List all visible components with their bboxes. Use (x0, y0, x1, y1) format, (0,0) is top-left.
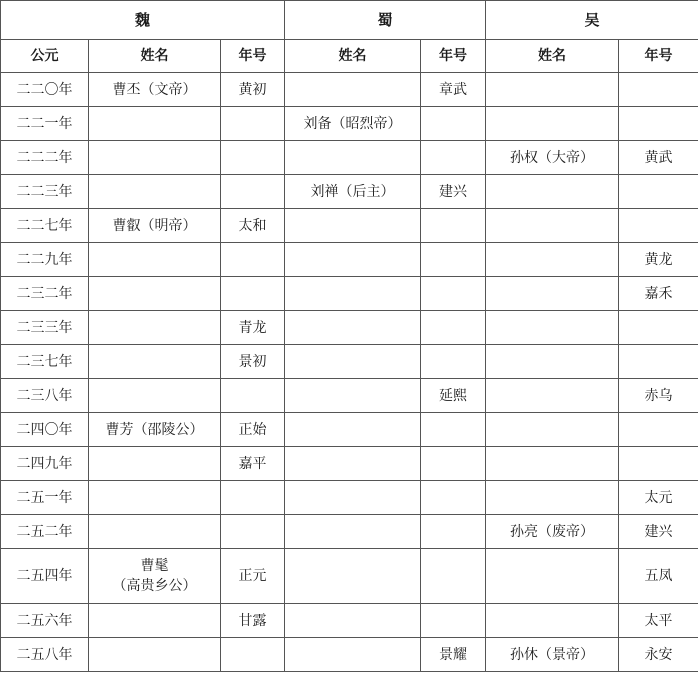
column-header-row (1, 40, 698, 73)
table-row (1, 515, 698, 549)
table-row (1, 413, 698, 447)
wu-name-cell: 孙休（景帝） (486, 638, 619, 672)
shu-name-cell (285, 515, 421, 549)
wu-era-cell (619, 175, 698, 209)
table-row (1, 549, 698, 604)
wei-era-cell (221, 379, 285, 413)
shu-era-cell (421, 141, 486, 175)
wu-era-cell (619, 107, 698, 141)
shu-era-cell (421, 604, 486, 638)
year-cell: 二二七年 (1, 209, 89, 243)
wu-era-cell (619, 311, 698, 345)
wu-era-cell: 建兴 (619, 515, 698, 549)
wei-era-cell: 黄初 (221, 73, 285, 107)
year-cell: 二三三年 (1, 311, 89, 345)
wu-name-cell (486, 481, 619, 515)
table-row (1, 311, 698, 345)
wu-era-cell (619, 209, 698, 243)
wei-name-cell (89, 141, 221, 175)
table-row (1, 107, 698, 141)
wei-name-cell (89, 243, 221, 277)
shu-era-cell (421, 481, 486, 515)
kingdom-header-row (1, 1, 698, 40)
wei-era-cell: 嘉平 (221, 447, 285, 481)
wei-name-line1: 曹髦 (140, 558, 169, 574)
wei-era-cell (221, 481, 285, 515)
table-row (1, 638, 698, 672)
wei-era-cell: 太和 (221, 209, 285, 243)
wei-era-cell: 正始 (221, 413, 285, 447)
table-row (1, 277, 698, 311)
shu-era-cell (421, 243, 486, 277)
wu-name-cell (486, 175, 619, 209)
wu-era-cell (619, 413, 698, 447)
wu-era-cell: 黄龙 (619, 243, 698, 277)
wu-name-cell (486, 447, 619, 481)
table-row (1, 175, 698, 209)
shu-era-column-header: 年号 (421, 40, 486, 73)
wei-name-cell (89, 345, 221, 379)
shu-era-cell (421, 311, 486, 345)
shu-name-cell (285, 311, 421, 345)
year-cell: 二五八年 (1, 638, 89, 672)
wei-era-cell (221, 107, 285, 141)
wei-era-cell (221, 277, 285, 311)
wei-name-cell (89, 549, 221, 604)
shu-name-cell (285, 379, 421, 413)
year-cell: 二四〇年 (1, 413, 89, 447)
shu-name-cell (285, 73, 421, 107)
wei-era-cell: 正元 (221, 549, 285, 604)
wu-name-cell (486, 277, 619, 311)
kingdom-wei-header: 魏 (1, 1, 285, 40)
table-row (1, 141, 698, 175)
shu-era-cell (421, 413, 486, 447)
wei-era-cell: 景初 (221, 345, 285, 379)
year-cell: 二二〇年 (1, 73, 89, 107)
shu-name-cell: 刘禅（后主） (285, 175, 421, 209)
wu-name-cell (486, 549, 619, 604)
year-cell: 二二九年 (1, 243, 89, 277)
wei-name-cell (89, 447, 221, 481)
wu-name-cell (486, 209, 619, 243)
shu-name-column-header: 姓名 (285, 40, 421, 73)
wu-era-cell: 太元 (619, 481, 698, 515)
kingdom-wu-header: 吴 (486, 1, 698, 40)
table-row (1, 481, 698, 515)
shu-era-cell (421, 209, 486, 243)
wei-name-cell: 曹叡（明帝） (89, 209, 221, 243)
wu-name-cell (486, 379, 619, 413)
wu-era-cell: 嘉禾 (619, 277, 698, 311)
year-cell: 二五二年 (1, 515, 89, 549)
table-row (1, 73, 698, 107)
table-row (1, 447, 698, 481)
shu-name-cell (285, 481, 421, 515)
shu-name-cell (285, 549, 421, 604)
shu-name-cell (285, 345, 421, 379)
shu-era-cell: 延熙 (421, 379, 486, 413)
wu-name-cell (486, 73, 619, 107)
year-cell: 二五一年 (1, 481, 89, 515)
wu-name-cell (486, 107, 619, 141)
shu-era-cell (421, 345, 486, 379)
wu-era-cell: 五凤 (619, 549, 698, 604)
wu-era-column-header: 年号 (619, 40, 698, 73)
shu-era-cell (421, 549, 486, 604)
wu-name-cell (486, 311, 619, 345)
wu-name-cell: 孙亮（废帝） (486, 515, 619, 549)
shu-name-cell (285, 638, 421, 672)
wu-name-column-header: 姓名 (486, 40, 619, 73)
shu-era-cell (421, 515, 486, 549)
shu-name-cell (285, 413, 421, 447)
wei-name-cell: 曹芳（邵陵公） (89, 413, 221, 447)
shu-era-cell: 建兴 (421, 175, 486, 209)
wei-name-cell (89, 515, 221, 549)
shu-name-cell (285, 209, 421, 243)
year-cell: 二五六年 (1, 604, 89, 638)
wu-name-cell: 孙权（大帝） (486, 141, 619, 175)
year-cell: 二二二年 (1, 141, 89, 175)
shu-era-cell (421, 277, 486, 311)
shu-era-cell (421, 107, 486, 141)
year-cell: 二五四年 (1, 549, 89, 604)
wei-name-cell (89, 481, 221, 515)
table-row (1, 379, 698, 413)
year-cell: 二二一年 (1, 107, 89, 141)
table-row (1, 209, 698, 243)
wei-name-cell (89, 379, 221, 413)
year-cell: 二三二年 (1, 277, 89, 311)
wei-era-cell (221, 141, 285, 175)
shu-name-cell (285, 604, 421, 638)
wei-era-cell (221, 515, 285, 549)
shu-name-cell (285, 277, 421, 311)
shu-name-cell: 刘备（昭烈帝） (285, 107, 421, 141)
shu-name-cell (285, 447, 421, 481)
table-row (1, 345, 698, 379)
wei-name-cell (89, 107, 221, 141)
year-column-header: 公元 (1, 40, 89, 73)
wei-name-cell: 曹丕（文帝） (89, 73, 221, 107)
wei-era-cell: 青龙 (221, 311, 285, 345)
wu-era-cell (619, 447, 698, 481)
wei-era-cell (221, 243, 285, 277)
wu-era-cell (619, 345, 698, 379)
year-cell: 二三八年 (1, 379, 89, 413)
wei-name-cell (89, 277, 221, 311)
wei-name-line2: （高贵乡公） (112, 578, 197, 594)
table-row (1, 604, 698, 638)
wu-era-cell: 赤乌 (619, 379, 698, 413)
wei-era-cell (221, 638, 285, 672)
year-cell: 二二三年 (1, 175, 89, 209)
wei-name-cell (89, 638, 221, 672)
wu-era-cell: 太平 (619, 604, 698, 638)
shu-era-cell: 景耀 (421, 638, 486, 672)
kingdom-shu-header: 蜀 (285, 1, 486, 40)
wu-name-cell (486, 345, 619, 379)
shu-name-cell (285, 243, 421, 277)
wu-name-cell (486, 243, 619, 277)
wei-era-column-header: 年号 (221, 40, 285, 73)
shu-era-cell (421, 447, 486, 481)
wei-name-column-header: 姓名 (89, 40, 221, 73)
wu-name-cell (486, 413, 619, 447)
wu-name-cell (486, 604, 619, 638)
year-cell: 二四九年 (1, 447, 89, 481)
wu-era-cell (619, 73, 698, 107)
wei-name-cell (89, 175, 221, 209)
wu-era-cell: 永安 (619, 638, 698, 672)
shu-era-cell: 章武 (421, 73, 486, 107)
wu-era-cell: 黄武 (619, 141, 698, 175)
wei-name-cell (89, 311, 221, 345)
year-cell: 二三七年 (1, 345, 89, 379)
table-row (1, 243, 698, 277)
wei-era-cell: 甘露 (221, 604, 285, 638)
wei-era-cell (221, 175, 285, 209)
shu-name-cell (285, 141, 421, 175)
wei-name-cell (89, 604, 221, 638)
